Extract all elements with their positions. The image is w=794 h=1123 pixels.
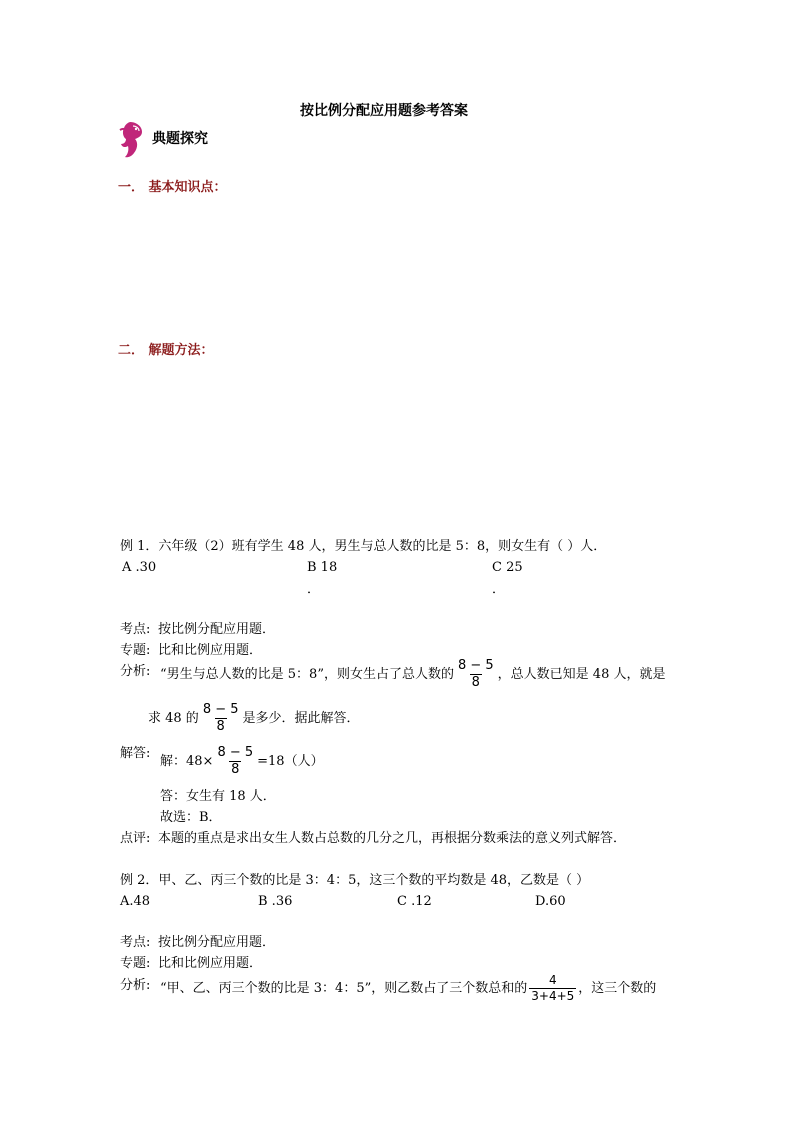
example1-option-c-dot: ． — [492, 582, 506, 597]
example1-fenxi-text-pre: “男生与总人数的比是 5：8”，则女生占了总人数的 — [160, 667, 454, 683]
section-heading-basic-knowledge: 一． 基本知识点： — [118, 180, 227, 195]
example1-fenxi2-fraction — [201, 703, 241, 735]
example1-fenxi2-text-pre: 求 48 的 — [148, 711, 199, 727]
example2-question: 例 2．甲、乙、丙三个数的比是 3：4：5，这三个数的平均数是 48，乙数是（ ） — [120, 873, 590, 888]
fraction-numerator: 8 − 5 — [217, 745, 254, 760]
fraction-numerator: 8 − 5 — [457, 658, 494, 673]
example1-fenxi-fraction — [456, 659, 496, 691]
example2-kaodian: 按比例分配应用题． — [158, 935, 276, 950]
example2-kaodian-label: 考点: — [120, 935, 151, 950]
example1-fenxi-label: 分析: — [120, 664, 151, 679]
example1-fenxi2-text-post: 是多少．据此解答． — [242, 711, 360, 727]
example1-option-b: B 18 — [307, 560, 338, 575]
dolphin-logo-icon — [116, 120, 148, 160]
example1-jieda-line — [160, 746, 324, 778]
example2-option-b: B .36 — [258, 894, 293, 909]
example2-zhuanti: 比和比例应用题． — [158, 956, 263, 971]
header-section-label: 典题探究 — [152, 131, 208, 147]
example1-jieda-label: 解答: — [120, 746, 151, 761]
example2-fenxi-label: 分析: — [120, 978, 151, 993]
example2-fenxi-text-post: ，这三个数的 — [578, 981, 657, 997]
example2-fenxi-fraction — [529, 974, 576, 1003]
fraction-numerator: 4 — [548, 973, 557, 987]
example1-dianping: 本题的重点是求出女生人数占总数的几分之几，再根据分数乘法的意义列式解答． — [158, 831, 627, 846]
fraction-denominator: 3+4+5 — [531, 989, 575, 1004]
fraction-denominator: 8 — [231, 762, 240, 778]
example1-option-b-dot: ． — [307, 582, 321, 597]
fraction-numerator: 8 − 5 — [202, 702, 239, 717]
example1-choice: 故选：B． — [160, 810, 222, 825]
fraction-denominator: 8 — [216, 719, 225, 735]
example1-jie-fraction — [215, 746, 255, 778]
example1-fenxi-text-post: ，总人数已知是 48 人，就是 — [497, 667, 666, 683]
example1-fenxi-line2 — [148, 703, 360, 735]
example1-zhuanti-label: 专题: — [120, 643, 151, 658]
example2-fenxi-line1 — [160, 974, 656, 1003]
example1-option-a: A .30 — [122, 560, 157, 575]
example1-question: 例 1．六年级（2）班有学生 48 人，男生与总人数的比是 5：8，则女生有（ ）人． — [120, 539, 607, 554]
example1-kaodian: 按比例分配应用题． — [158, 622, 276, 637]
fraction-denominator: 8 — [471, 675, 480, 691]
section-heading-solution-method: 二． 解题方法： — [118, 343, 214, 358]
example2-option-c: C .12 — [397, 894, 432, 909]
example2-option-a: A.48 — [120, 894, 151, 909]
example1-dianping-label: 点评: — [120, 831, 151, 846]
example1-zhuanti: 比和比例应用题． — [158, 643, 263, 658]
example1-jie-text-pre: 解：48× — [160, 754, 214, 770]
example1-fenxi-line1 — [160, 659, 665, 691]
example2-zhuanti-label: 专题: — [120, 956, 151, 971]
example2-fenxi-text-pre: “甲、乙、丙三个数的比是 3：4：5”，则乙数占了三个数总和的 — [160, 981, 528, 997]
example1-option-c: C 25 — [492, 560, 523, 575]
page-title: 按比例分配应用题参考答案 — [300, 103, 468, 119]
example1-answer: 答：女生有 18 人． — [160, 789, 276, 804]
example1-jie-text-post: =18（人） — [257, 754, 324, 770]
example2-option-d: D.60 — [535, 894, 566, 909]
example1-kaodian-label: 考点: — [120, 622, 151, 637]
